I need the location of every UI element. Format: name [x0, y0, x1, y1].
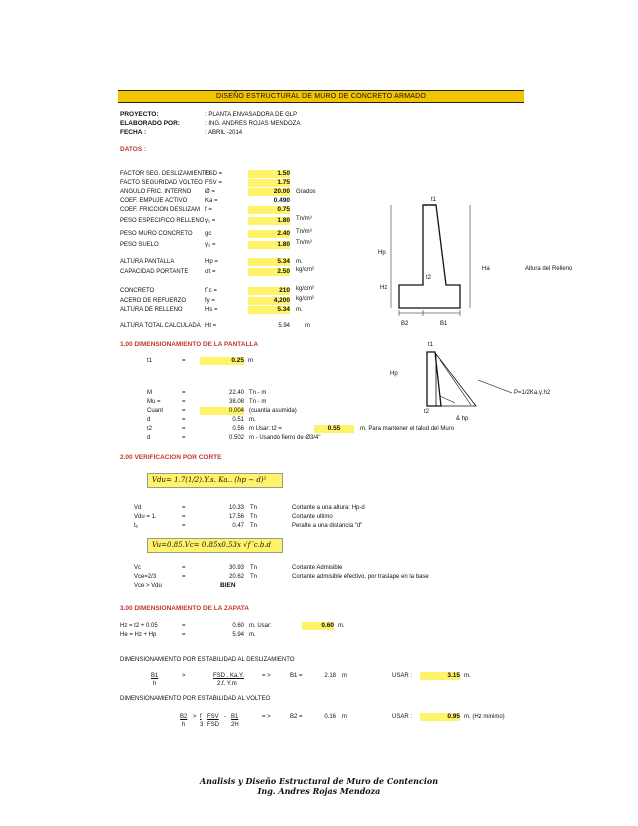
- datos-unit: m.: [296, 259, 303, 265]
- s1-row-label: t2: [147, 426, 153, 432]
- s1-row-note: Tn - m: [249, 390, 267, 396]
- datos-unit: kg/cm²: [296, 286, 314, 292]
- sliding-gt: >: [182, 673, 186, 679]
- datos-value: 20.00: [248, 188, 290, 196]
- datos-name: COEF. EMPUJE ACTIVO: [120, 198, 188, 204]
- datos-name: PESO SUELO: [120, 242, 159, 248]
- datos-unit: kg/cm²: [296, 267, 314, 273]
- datos-sym: Ht =: [205, 323, 217, 329]
- s2-row-eq: =: [182, 514, 186, 520]
- datos-value: 0.75: [248, 206, 290, 214]
- diagram-t1-label: t1: [431, 197, 437, 203]
- datos-name: CAPACIDAD PORTANTE: [120, 269, 189, 275]
- s2-row-label: Vc: [134, 565, 142, 571]
- datos-value: 5.34: [248, 258, 290, 266]
- s1-t1-eq: =: [182, 358, 186, 364]
- s1-t2-use-note: m. Para mantener el talud del Muro: [360, 426, 455, 432]
- s1-row-label: Cuant: [147, 408, 164, 414]
- overturning-f: f: [200, 714, 202, 720]
- s1-row-label: d: [147, 417, 151, 423]
- sliding-h: h: [153, 681, 157, 687]
- s1-row-value: 0.56: [232, 426, 244, 432]
- diagram-b2-label: B2: [401, 321, 409, 327]
- overturning-b1: B1: [231, 714, 239, 720]
- datos-name: CONCRETO: [120, 288, 155, 294]
- sliding-arrow: = >: [262, 673, 271, 679]
- s3-he-eq: =: [182, 632, 186, 638]
- datos-sym: fy =: [205, 298, 215, 304]
- s1-row-note: m.: [249, 417, 256, 423]
- s2-row-eq: =: [182, 523, 186, 529]
- datos-name: ACERO DE REFUERZO: [120, 298, 187, 304]
- overturning-fsv: FSV: [207, 714, 219, 720]
- datos-value: 5.34: [248, 306, 290, 314]
- project-label: PROYECTO:: [120, 111, 159, 118]
- s2-row-label: Vdu = 1.: [134, 514, 157, 520]
- s1-row-value: 0.004: [200, 407, 244, 415]
- datos-unit: kg/cm²: [296, 296, 314, 302]
- date-value: : ABRIL -2014: [205, 130, 243, 136]
- s1-t1-unit: m: [248, 358, 253, 364]
- sliding-denominator: 2.f. Y.m: [217, 681, 237, 687]
- overturning-use-unit: m. (Hz minimo): [464, 714, 505, 720]
- sliding-numerator: FSD . Ka.Y.: [213, 673, 244, 679]
- datos-value: 0.490: [273, 197, 290, 204]
- s3-hz-use-value: 0.60: [302, 622, 334, 630]
- sliding-b1: B1: [151, 673, 159, 679]
- s2-row-unit: Tn: [250, 523, 258, 529]
- diagram-b1-label: B1: [440, 321, 448, 327]
- s3-hz-label: Hz = t2 + 0.05: [120, 623, 158, 629]
- section1-heading: 1.00 DIMENSIONAMIENTO DE LA PANTALLA: [120, 341, 259, 348]
- s1-row-value: 0.502: [228, 435, 244, 441]
- s2-row-label: tₑ: [134, 523, 138, 529]
- datos-value: 5.94: [278, 323, 290, 329]
- datos-sym: f =: [205, 207, 212, 213]
- s2-row-value: 30.93: [228, 565, 244, 571]
- datos-sym: Hs =: [205, 307, 218, 313]
- diagram2-t1-label: t1: [428, 342, 434, 348]
- datos-name: FACTOR SEG. DESLIZAMIENTO: [120, 171, 211, 177]
- sliding-value: 2.18: [324, 673, 336, 679]
- datos-name: ALTURA DE RELLENO: [120, 307, 183, 313]
- s1-row-eq: =: [182, 408, 186, 414]
- overturning-value: 0.16: [324, 714, 336, 720]
- sliding-heading: DIMENSIONAMIENTO POR ESTABILIDAD AL DESLIZAMIENTO: [120, 657, 295, 663]
- s1-t2-use-value: 0.55: [314, 425, 354, 433]
- s2-row-eq: =: [182, 574, 186, 580]
- s2-row-label: Vd: [134, 505, 142, 511]
- s2-row-note: Cortante Admisible: [292, 565, 343, 571]
- s2-check-result: BIEN: [220, 582, 236, 589]
- sliding-use-unit: m.: [464, 673, 471, 679]
- s1-t1-value: 0.25: [200, 357, 244, 365]
- s1-row-label: d: [147, 435, 151, 441]
- s2-row-value: 17.56: [228, 514, 244, 520]
- datos-value: 1.50: [248, 170, 290, 178]
- s3-hz-value: 0.60: [232, 623, 244, 629]
- overturning-b2: B2: [180, 714, 188, 720]
- overturning-lhs: B2 =: [290, 714, 303, 720]
- datos-sym: Ø =: [205, 189, 215, 195]
- s1-row-note: (cuantia asumida): [249, 408, 297, 414]
- s2-check-label: Vce > Vdu: [134, 583, 162, 589]
- s1-row-value: 22.40: [228, 390, 244, 396]
- s1-row-eq: =: [182, 417, 186, 423]
- s2-row-eq: =: [182, 505, 186, 511]
- s1-row-label: M: [147, 390, 152, 396]
- datos-sym: Hp =: [205, 259, 218, 265]
- s3-he-unit: m.: [249, 632, 256, 638]
- section2-heading: 2.00 VERIFICACION POR CORTE: [120, 454, 222, 461]
- footer-title: Analisis y Diseño Estructural de Muro de Contencion: [199, 776, 439, 786]
- s2-row-note: Cortante admisible efectivo, por traslape en la base: [292, 574, 429, 580]
- s1-row-value: 38.08: [228, 399, 244, 405]
- s1-row-eq: =: [182, 390, 186, 396]
- datos-value: 2.50: [248, 268, 290, 276]
- overturning-usar: USAR :: [392, 714, 413, 720]
- overturning-h: h: [182, 722, 186, 728]
- datos-sym: Ka =: [205, 198, 218, 204]
- s1-row-label: Mu =: [147, 399, 161, 405]
- datos-value: 4,200: [248, 297, 290, 305]
- overturning-gt: >: [193, 714, 197, 720]
- s1-row-eq: =: [182, 426, 186, 432]
- s2-row-value: 0.47: [232, 523, 244, 529]
- datos-unit: m: [305, 323, 310, 329]
- s3-he-label: He = Hz + Hp: [120, 632, 157, 638]
- allowable-shear-formula: Vu=0.85.Vc= 0.85x0.53x √f´c.b.d: [147, 538, 283, 553]
- overturning-heading: DIMENSIONAMIENTO POR ESTABILIDAD AL VOLTEO: [120, 696, 271, 702]
- sliding-lhs: B1 =: [290, 673, 303, 679]
- datos-name: ALTURA PANTALLA: [120, 259, 175, 265]
- overturning-use-value: 0.95: [420, 713, 460, 721]
- s1-row-eq: =: [182, 435, 186, 441]
- datos-name: COEF. FRICCION DESLIZAM: [120, 207, 201, 213]
- diagram2-khp-label: & hp: [456, 416, 469, 422]
- diagram-ha-label: Ha: [482, 266, 490, 272]
- datos-sym: gc: [205, 231, 212, 237]
- datos-unit: Grados: [296, 189, 316, 195]
- sliding-usar: USAR :: [392, 673, 413, 679]
- datos-unit: Tn/m³: [296, 240, 312, 246]
- sliding-use-value: 3.15: [420, 672, 460, 680]
- datos-sym: σt =: [205, 269, 216, 275]
- datos-heading: DATOS :: [120, 146, 147, 153]
- s2-row-value: 20.62: [228, 574, 244, 580]
- datos-value: 1.80: [248, 217, 290, 225]
- footer-author: Ing. Andres Rojas Mendoza: [257, 786, 381, 796]
- datos-unit: Tn/m³: [296, 229, 312, 235]
- datos-name: PESO ESPECIFICO RELLENO: [120, 218, 205, 224]
- datos-unit: m.: [296, 307, 303, 313]
- s2-row-note: Cortante ultimo: [292, 514, 333, 520]
- s3-hz-use-unit: m.: [338, 623, 345, 629]
- datos-sym: FSV =: [205, 180, 222, 186]
- overturning-minus: -: [224, 714, 226, 720]
- s2-row-unit: Tn: [250, 514, 258, 520]
- s2-row-eq: =: [182, 565, 186, 571]
- s2-row-label: Vce=2/3: [134, 574, 157, 580]
- s2-row-unit: Tn: [250, 574, 258, 580]
- s1-t1-label: t1: [147, 358, 153, 364]
- overturning-fsd: FSD: [207, 722, 219, 728]
- diagram2-hp-label: Hp: [390, 371, 398, 377]
- datos-sym: γ₁ =: [205, 218, 216, 224]
- diagram-hz-label: Hz: [380, 285, 388, 291]
- overturning-arrow: = >: [262, 714, 271, 720]
- s2-row-value: 10.33: [228, 505, 244, 511]
- datos-name: PESO MURO CONCRETO: [120, 231, 193, 237]
- datos-value: 2.40: [248, 230, 290, 238]
- s2-row-unit: Tn: [250, 505, 258, 511]
- datos-unit: Tn/m³: [296, 216, 312, 222]
- section3-heading: 3.00 DIMENSIONAMIENTO DE LA ZAPATA: [120, 605, 249, 612]
- diagram2-t2-label: t2: [424, 409, 430, 415]
- author-label: ELABORADO POR:: [120, 120, 180, 127]
- s1-row-note: m Usar: t2 =: [249, 426, 282, 432]
- datos-value: 1.80: [248, 241, 290, 249]
- date-label: FECHA :: [120, 129, 147, 136]
- datos-sym: f´c =: [205, 288, 217, 294]
- overturning-unit: m: [342, 714, 347, 720]
- document-title: DISEÑO ESTRUCTURAL DE MURO DE CONCRETO ARMADO: [118, 90, 524, 103]
- datos-value: 1.75: [248, 179, 290, 187]
- datos-sym: γ₂ =: [205, 242, 216, 248]
- datos-name: ALTURA TOTAL CALCULADA: [120, 323, 201, 329]
- datos-sym: FSD =: [205, 171, 223, 177]
- s1-row-note: m - Usando fierro de Ø3/4": [249, 435, 321, 441]
- s2-row-unit: Tn: [250, 565, 258, 571]
- s2-row-note: Cortante a una altura: Hp-d: [292, 505, 365, 511]
- diagram-t2-label: t2: [426, 275, 432, 281]
- s1-row-note: Tn - m: [249, 399, 267, 405]
- s3-hz-unit: m. Usar:: [249, 623, 272, 629]
- shear-formula: Vdu= 1.7(1/2).Y.s. Ka.. (hp − d)²: [147, 473, 283, 488]
- datos-value: 210: [248, 287, 290, 295]
- author-value: : ING. ANDRES ROJAS MENDOZA: [205, 121, 301, 127]
- sliding-unit: m: [342, 673, 347, 679]
- s1-row-value: 0.51: [232, 417, 244, 423]
- s2-row-note: Peralte a una distancia "d": [292, 523, 363, 529]
- s3-he-value: 5.94: [232, 632, 244, 638]
- s3-hz-eq: =: [182, 623, 186, 629]
- diagram-hp-label: Hp: [378, 250, 386, 256]
- datos-name: FACTO SEGURIDAD VOLTEO: [120, 180, 203, 186]
- overturning-three: 3: [200, 722, 204, 728]
- project-value: : PLANTA ENVASADORA DE GLP: [205, 112, 298, 118]
- diagram2-pressure-label: P=1/2Ka.γ.h2: [514, 390, 551, 396]
- overturning-2h: 2H: [231, 722, 239, 728]
- diagram-relleno-label: Altura del Relleno: [525, 266, 573, 272]
- datos-name: ANGULO FRIC. INTERNO: [120, 189, 192, 195]
- s1-row-eq: =: [182, 399, 186, 405]
